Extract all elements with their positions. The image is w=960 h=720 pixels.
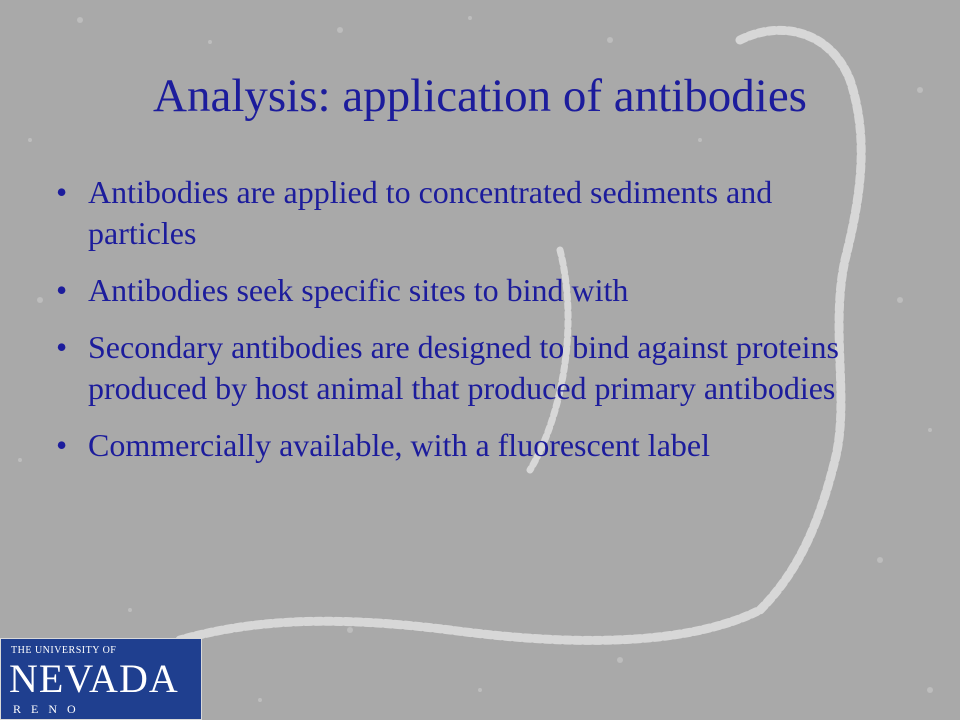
bullet-marker: •	[56, 272, 68, 308]
bullet-item	[56, 270, 876, 311]
bullet-text: Commercially available, with a fluorescent label	[88, 427, 710, 463]
bullet-item	[56, 327, 876, 409]
bullet-item	[56, 172, 876, 254]
bullet-marker: •	[56, 329, 68, 365]
university-logo	[0, 638, 202, 720]
bullet-text: Antibodies seek specific sites to bind with	[88, 272, 629, 308]
logo-main-text: NEVADA	[9, 656, 179, 701]
bullet-text: Secondary antibodies are designed to bind against proteins produced by host animal that produced primary antibodies	[88, 329, 839, 406]
bullet-list	[56, 172, 876, 482]
slide-title: Analysis: application of antibodies	[153, 70, 807, 122]
bullet-text: Antibodies are applied to concentrated sediments and particles	[88, 174, 773, 251]
logo-bottom-text: RENO	[13, 702, 86, 716]
logo-top-text: THE UNIVERSITY OF	[11, 645, 117, 656]
bullet-item	[56, 425, 876, 466]
bullet-marker: •	[56, 174, 68, 210]
bullet-marker: •	[56, 427, 68, 463]
